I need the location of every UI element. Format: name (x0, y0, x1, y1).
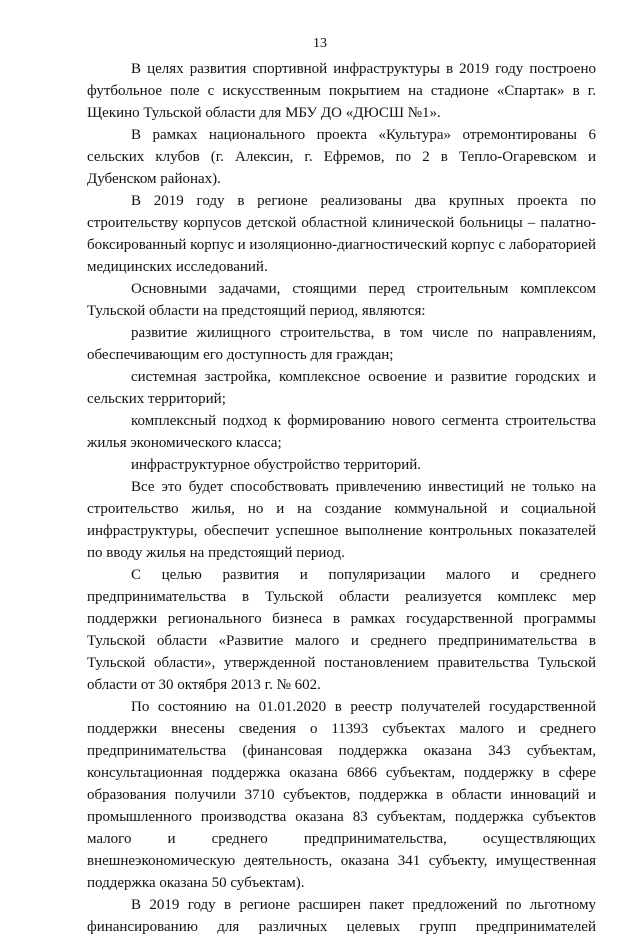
list-item-systemic-development: системная застройка, комплексное освоение и развитие городских и сельских территорий; (87, 369, 596, 407)
paragraph-culture-project: В рамках национального проекта «Культура» отремонтированы 6 сельских клубов (г. Алексин, г. Ефремов, по 2 в Тепло-Огаревском и Дубенском районах). (87, 127, 596, 187)
paragraph-financing: В 2019 году в регионе расширен пакет предложений по льготному финансированию для различных целевых групп предпринимателей (87, 897, 596, 935)
paragraph-hospital-projects: В 2019 году в регионе реализованы два крупных проекта по строительству корпусов детской областной клинической больницы – палатно-боксированный корпус и изоляционно-диагностический корпус с лабораторией медицинских исследований. (87, 193, 596, 275)
paragraph-investment: Все это будет способствовать привлечению инвестиций не только на строительство жилья, но и на создание коммунальной и социальной инфраструктуры, обеспечит успешное выполнение контрольных показателей по вводу жилья на предстоящий период. (87, 479, 596, 561)
paragraph-sports-infrastructure: В целях развития спортивной инфраструктуры в 2019 году построено футбольное поле с искусственным покрытием на стадионе «Спартак» в г. Щекино Тульской области для МБУ ДО «ДЮСШ №1». (87, 61, 596, 121)
list-item-infrastructure: инфраструктурное обустройство территорий. (131, 457, 422, 473)
paragraph-sme-support: С целью развития и популяризации малого и среднего предпринимательства в Тульской области реализуется комплекс мер поддержки регионального бизнеса в рамках государственной программы Тульской области «Развитие малого и среднего предпринимательства в Тульской области», утвержденной постановлением правительства Тульской области от 30 октября 2013 г. № 602. (87, 567, 596, 693)
page-number: 13 (313, 36, 327, 51)
list-item-economy-housing: комплексный подход к формированию нового сегмента строительства жилья экономического класса; (87, 413, 596, 451)
document-body (87, 58, 596, 938)
list-item-housing-development: развитие жилищного строительства, в том числе по направлениям, обеспечивающим его доступность для граждан; (87, 325, 596, 363)
paragraph-support-registry: По состоянию на 01.01.2020 в реестр получателей государственной поддержки внесены сведения о 11393 субъектах малого и среднего предпринимательства (финансовая поддержка оказана 343 субъектам, консультационная поддержка оказана 6866 субъектам, поддержку в сфере образования получили 3710 субъектов, поддержка в области инноваций и промышленного производства оказана 83 субъектам, поддержка субъектов малого и среднего предпринимательства, осуществляющих внешнеэкономическую деятельность, оказана 341 субъекту, имущественная поддержка оказана 50 субъектам). (87, 699, 596, 891)
paragraph-construction-tasks: Основными задачами, стоящими перед строительным комплексом Тульской области на предстоящий период, являются: (87, 281, 596, 319)
